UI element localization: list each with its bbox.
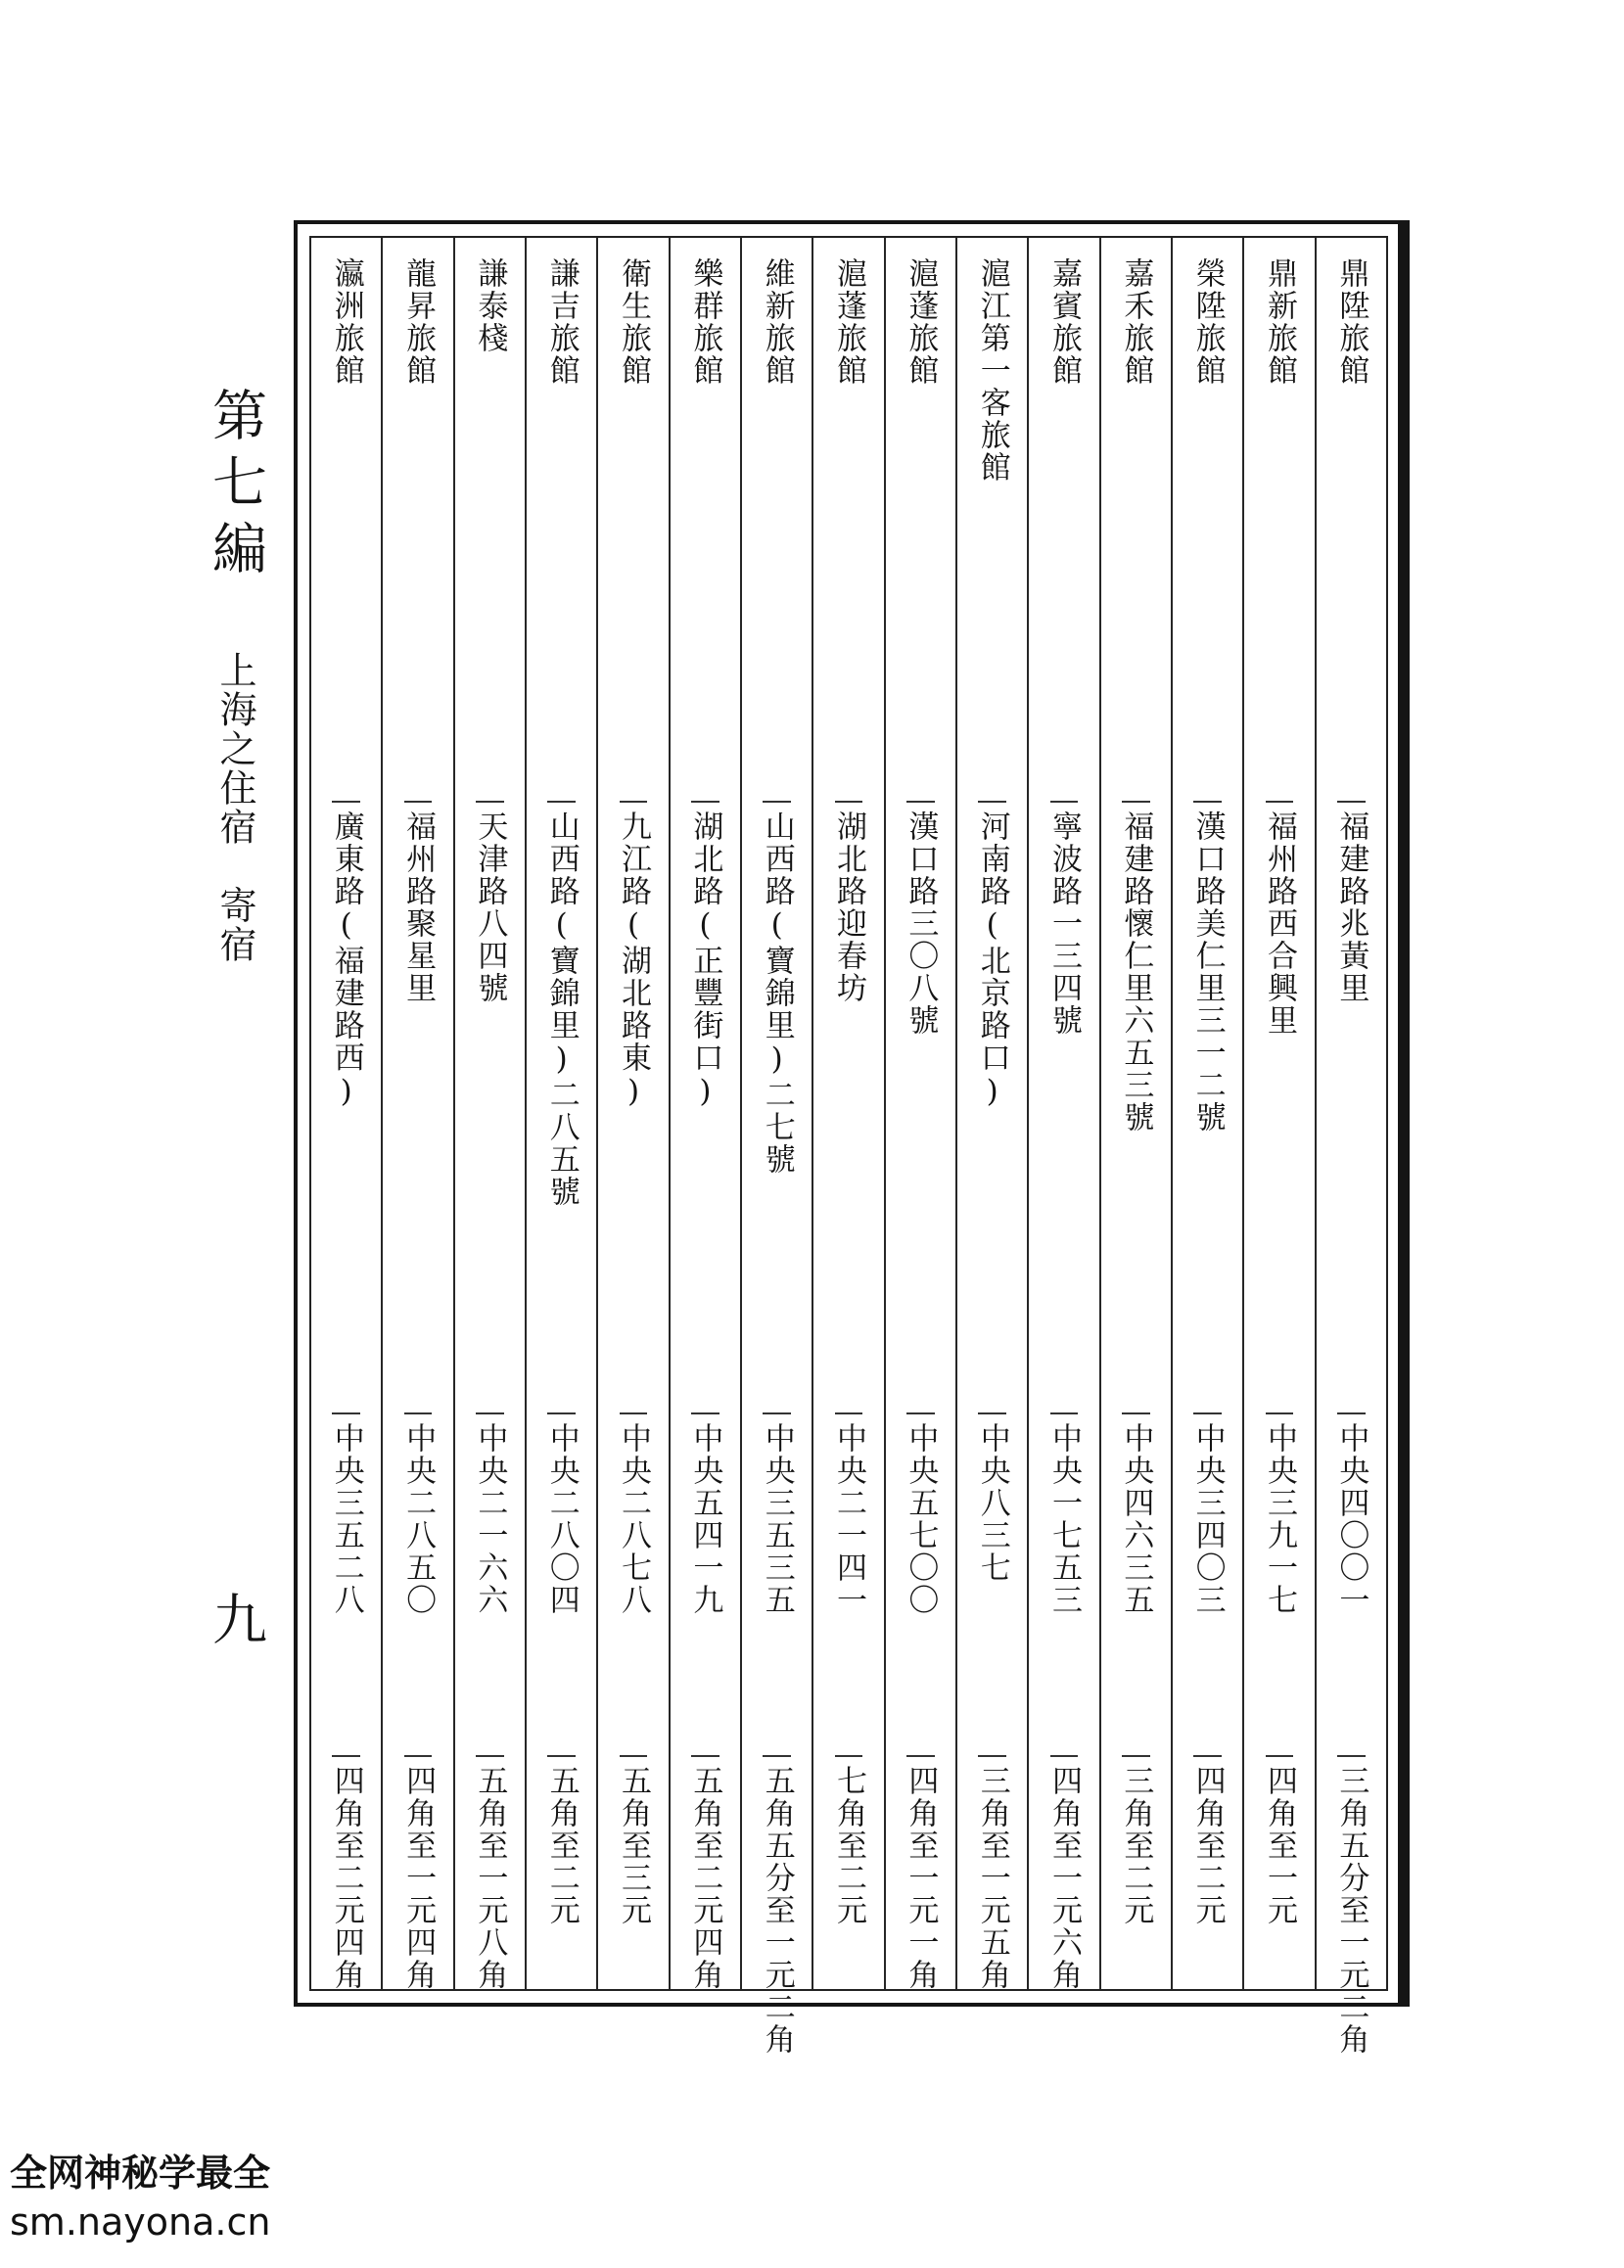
hotel-address: 天津路八四號: [472, 810, 508, 1004]
hotel-address: 福建路懷仁里六五三號: [1118, 810, 1154, 1134]
hotel-address: 湖北路迎春坊: [831, 810, 867, 1004]
section-title: 上海之住宿 寄宿: [213, 651, 256, 964]
hotel-phone: 中央三四〇三: [1189, 1422, 1226, 1616]
hotel-address: 漢口路美仁里三一二號: [1189, 810, 1226, 1134]
hotel-price: 五角至三元: [616, 1765, 652, 1926]
hotel-address: 九江路(湖北路東): [616, 810, 652, 1111]
hotel-name: 榮陞旅館: [1189, 257, 1226, 387]
hotel-price: 三角至一元五角: [974, 1765, 1010, 1991]
watermark-url: sm.nayona.cn: [10, 2200, 271, 2244]
hotel-entry: [525, 238, 596, 1989]
page-number: 九: [204, 1591, 267, 1645]
hotel-name: 鼎新旅館: [1262, 257, 1297, 387]
hotel-name: 謙泰棧: [472, 257, 508, 354]
hotel-name: 樂群旅館: [687, 257, 723, 387]
hotel-phone: 中央三五二八: [328, 1422, 364, 1616]
hotel-entry: [1027, 238, 1098, 1989]
hotel-entry: [669, 238, 740, 1989]
hotel-entry: [740, 238, 812, 2056]
hotel-address: 漢口路三〇八號: [903, 810, 939, 1037]
hotel-price: 七角至二元: [831, 1765, 867, 1926]
book-part-title: 第七編: [204, 387, 267, 586]
hotel-entry: [453, 238, 525, 1989]
hotel-address: 廣東路(福建路西): [328, 810, 364, 1111]
hotel-name: 謙吉旅館: [543, 257, 580, 387]
hotel-price: 三角至二元: [1118, 1765, 1154, 1926]
hotel-price: 五角至一元八角: [472, 1765, 508, 1991]
hotel-phone: 中央二八〇四: [543, 1422, 580, 1616]
hotel-name: 滬蓬旅館: [903, 257, 939, 387]
hotel-price: 四角至二元: [1189, 1765, 1226, 1926]
hotel-entry: [884, 238, 955, 1989]
hotel-address: 河南路(北京路口): [974, 810, 1010, 1111]
hotel-address: 寧波路一三四號: [1046, 810, 1083, 1037]
hotel-address: 福州路聚星里: [400, 810, 437, 1004]
hotel-name: 維新旅館: [759, 257, 795, 387]
hotel-phone: 中央二八五〇: [400, 1422, 437, 1616]
hotel-name: 滬江第一客旅館: [974, 257, 1010, 484]
hotel-entry: [596, 238, 668, 1989]
hotel-table: [294, 220, 1410, 2056]
hotel-price: 五角五分至一元二角: [759, 1765, 795, 2056]
hotel-phone: 中央四六三五: [1118, 1422, 1154, 1616]
hotel-address: 山西路(寶錦里)二八五號: [543, 810, 580, 1208]
hotel-phone: 中央二一六六: [472, 1422, 508, 1616]
hotel-name: 龍昇旅館: [400, 257, 437, 387]
hotel-entry: [311, 238, 381, 1989]
hotel-table-body: [309, 236, 1388, 2056]
hotel-price: 五角至二元: [543, 1765, 580, 1926]
hotel-address: 山西路(寶錦里)二七號: [759, 810, 795, 1176]
hotel-phone: 中央三五三五: [759, 1422, 795, 1616]
hotel-phone: 中央五四一九: [687, 1422, 723, 1616]
hotel-entry: [955, 238, 1027, 1989]
hotel-address: 湖北路(正豐街口): [687, 810, 723, 1111]
hotel-phone: 中央二一四一: [831, 1422, 867, 1616]
hotel-name: 滬蓬旅館: [831, 257, 867, 387]
hotel-entry: [1242, 238, 1314, 1989]
hotel-phone: 中央八三七: [974, 1422, 1010, 1584]
hotel-phone: 中央三九一七: [1262, 1422, 1297, 1616]
watermark-text: 全网神秘学最全: [10, 2152, 271, 2195]
hotel-price: 五角至二元四角: [687, 1765, 723, 1991]
hotel-entry: [1315, 238, 1386, 2056]
site-watermark: [10, 2149, 270, 2246]
page-header: [201, 387, 269, 1659]
hotel-address: 福建路兆黃里: [1333, 810, 1369, 1004]
hotel-name: 嘉禾旅館: [1118, 257, 1154, 387]
hotel-price: 四角至一元: [1262, 1765, 1297, 1926]
hotel-name: 瀛洲旅館: [328, 257, 364, 387]
hotel-price: 四角至二元四角: [328, 1765, 364, 1991]
hotel-phone: 中央五七〇〇: [903, 1422, 939, 1616]
hotel-name: 嘉賓旅館: [1046, 257, 1083, 387]
hotel-entry: [1171, 238, 1242, 1989]
hotel-address: 福州路西合興里: [1262, 810, 1297, 1037]
hotel-price: 四角至一元一角: [903, 1765, 939, 1991]
hotel-entry: [812, 238, 883, 1989]
hotel-price: 四角至一元六角: [1046, 1765, 1083, 1991]
hotel-entry: [1099, 238, 1171, 1989]
hotel-phone: 中央一七五三: [1046, 1422, 1083, 1616]
hotel-name: 鼎陞旅館: [1333, 257, 1369, 387]
hotel-entry: [381, 238, 452, 1989]
hotel-name: 衛生旅館: [616, 257, 652, 387]
hotel-price: 三角五分至一元二角: [1333, 1765, 1369, 2056]
hotel-phone: 中央二八七八: [616, 1422, 652, 1616]
hotel-phone: 中央四〇〇一: [1333, 1422, 1369, 1616]
hotel-price: 四角至一元四角: [400, 1765, 437, 1991]
